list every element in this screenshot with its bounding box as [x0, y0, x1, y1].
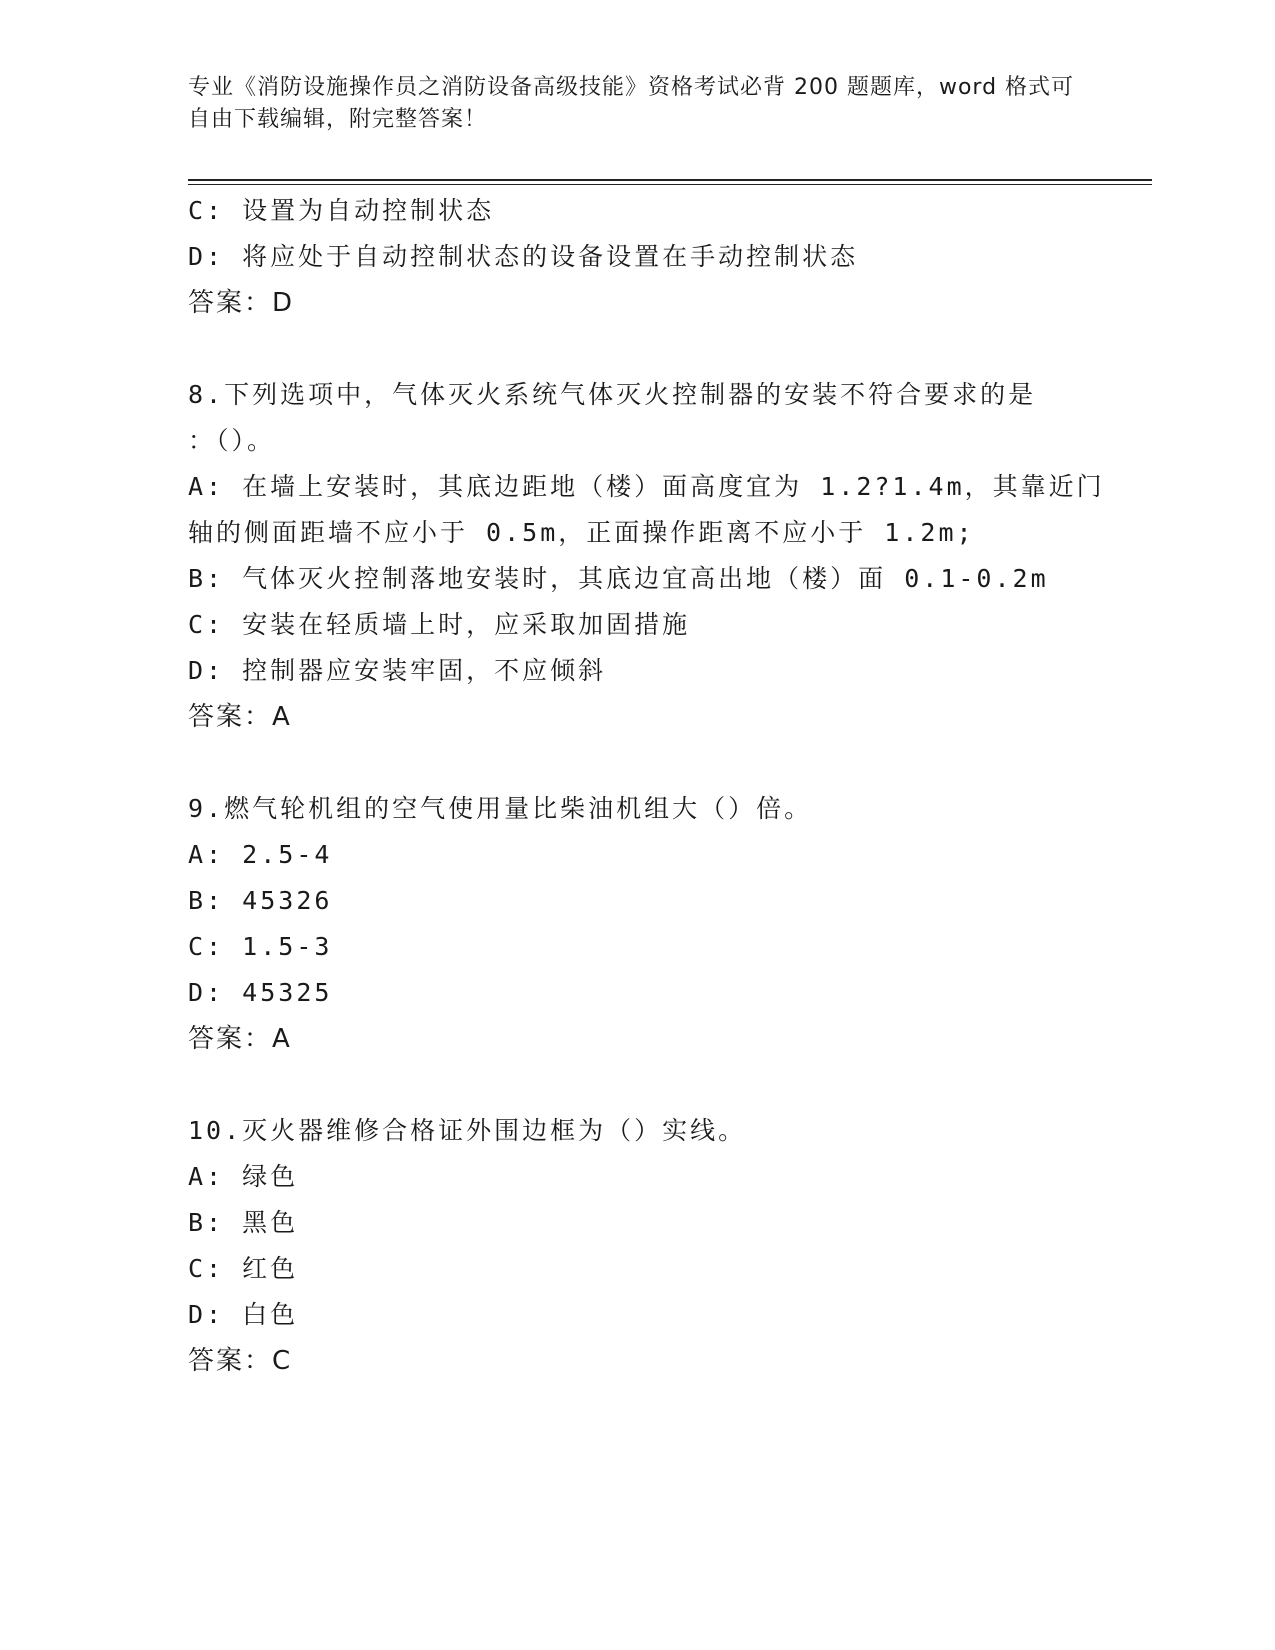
option-text: 1.5-3 — [242, 932, 333, 961]
question-block — [188, 1108, 1108, 1384]
option-label: A: — [188, 472, 225, 501]
option-text: 黑色 — [242, 1208, 299, 1237]
option-line — [188, 878, 1108, 924]
option-line — [188, 924, 1108, 970]
option-label: B: — [188, 886, 225, 915]
question-stem: ：（）。 — [188, 426, 276, 455]
question-stem: 9.燃气轮机组的空气使用量比柴油机组大（）倍。 — [188, 794, 813, 823]
option-line — [188, 464, 1108, 510]
option-label: C: — [188, 1254, 225, 1283]
option-label: D: — [188, 978, 225, 1007]
option-text: 45326 — [242, 886, 333, 915]
question-content — [188, 188, 1108, 1384]
question-block — [188, 372, 1108, 786]
option-line — [188, 832, 1108, 878]
option-label: C: — [188, 610, 225, 639]
option-text: 白色 — [242, 1300, 299, 1329]
option-line — [188, 556, 1108, 602]
option-line — [188, 648, 1108, 694]
option-line — [188, 510, 1108, 556]
header-rule-thick — [188, 179, 1152, 181]
answer-line: 答案：A — [188, 1024, 292, 1054]
option-line — [188, 602, 1108, 648]
option-label: A: — [188, 1162, 225, 1191]
option-text: 轴的侧面距墙不应小于 0.5m，正面操作距离不应小于 1.2m; — [188, 518, 975, 547]
question-stem: 10.灭火器维修合格证外围边框为（）实线。 — [188, 1116, 747, 1145]
option-text: 控制器应安装牢固，不应倾斜 — [242, 656, 607, 685]
option-label: A: — [188, 840, 225, 869]
question-block — [188, 786, 1108, 1108]
answer-line: 答案：D — [188, 288, 295, 318]
option-label: C: — [188, 932, 225, 961]
option-line — [188, 1154, 1108, 1200]
question-list — [188, 372, 1108, 1384]
option-label: B: — [188, 564, 225, 593]
option-label: D: — [188, 656, 225, 685]
option-line — [188, 1246, 1108, 1292]
option-line: C: 设置为自动控制状态 — [188, 196, 495, 225]
answer-line: 答案：C — [188, 1346, 293, 1376]
option-line: D: 将应处于自动控制状态的设备设置在手动控制状态 — [188, 242, 859, 271]
option-line — [188, 1292, 1108, 1338]
document-header: 专业《消防设施操作员之消防设备高级技能》资格考试必背 200 题题库，word 格式可自由下载编辑，附完整答案！ — [188, 75, 1075, 132]
option-text: 气体灭火控制落地安装时，其底边宜高出地（楼）面 0.1-0.2m — [242, 564, 1049, 593]
option-text: 安装在轻质墙上时，应采取加固措施 — [242, 610, 691, 639]
option-text: 2.5-4 — [242, 840, 333, 869]
question-stem: 8.下列选项中，气体灭火系统气体灭火控制器的安装不符合要求的是 — [188, 380, 1037, 409]
answer-line: 答案：A — [188, 702, 292, 732]
header-rule-thin — [188, 184, 1152, 185]
option-label: D: — [188, 1300, 225, 1329]
option-text: 在墙上安装时，其底边距地（楼）面高度宜为 1.2?1.4m，其靠近门 — [242, 472, 1105, 501]
option-label: B: — [188, 1208, 225, 1237]
option-line — [188, 970, 1108, 1016]
option-text: 45325 — [242, 978, 333, 1007]
option-text: 红色 — [242, 1254, 299, 1283]
option-line — [188, 1200, 1108, 1246]
option-text: 绿色 — [242, 1162, 299, 1191]
